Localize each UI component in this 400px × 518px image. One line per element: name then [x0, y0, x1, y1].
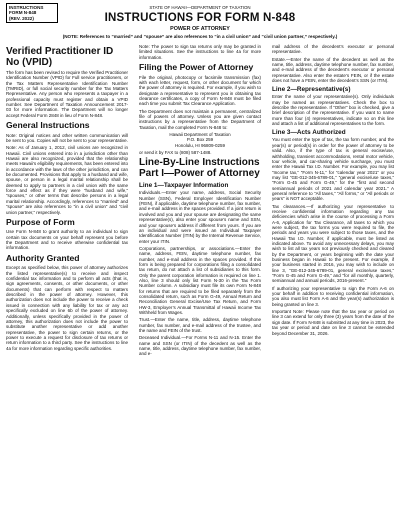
paragraph: You must enter the type of tax, the tax form number, and the year(s) or period(s) in order for the power of attorney to be valid. Also, if the type of tax is general excise/use, withholding, transient accommodations, rental motor vehicle, tour vehicle, and car-sharing vehicle surcharge, you must enter the Hawaii Tax I.D. Number. For example, you may list “Income tax,” “Form N-11,” for “calendar year 2021” or you may list “GE-012-345-6789-01,” “general excise/use taxes,” “Form G-45 and Form G-49,” for the “first and second semiannual periods of 2021 and calendar year 2021.” A general reference to “All taxes,” “All forms,” or “All periods or years” is NOT acceptable.	[272, 137, 394, 202]
subheading-line3: Line 3—Acts Authorized	[272, 129, 346, 137]
section-heading-line-by-line: Line-By-Line Instructions Part I—Power of Attorney	[139, 157, 260, 180]
paragraph: mail address of the decedent’s executor or personal representative.	[272, 44, 394, 55]
subheading-line1: Line 1—Taxpayer Information	[139, 182, 229, 190]
paragraph: The form has been revised to require the Verified Practitioner Identification Number (VPID) for Full service practitioners, or the Tax Matters Representative Identification Number (TMRID), or full social security number for the Tax Matters Representative. Any person who represents a taxpayer in a professional capacity must register and obtain a VPID number. See Department of Taxation Announcement 2017-03 for more information. The Department will no longer accept Federal Form 2848 in lieu of Form N-848.	[6, 70, 128, 118]
form-id-line: FORM N-848	[9, 10, 37, 16]
section-heading-purpose: Purpose of Form	[6, 216, 75, 227]
paragraph: Except as specified below, this power of attorney authorizes the listed representative(s) to receive and inspect confidential tax information and to perform all acts (that is, sign agreements, consents, or other documents, or other documents) that can perform with respect to matters described in the power of attorney. However, this authorization does not include the power to receive a check issued in connection with any liability for tax or any act specifically excluded on line 6b of the power of attorney. Additionally, unless specifically provided in the power of attorney, this authorization does not include the power to substitute another representative or add another representative, the power to sign certain returns, or the power to execute a request for disclosure of tax returns or return information to a third party. See the instructions to line 4a for more information regarding specific authorities.	[6, 265, 128, 351]
paragraph: The Department does not maintain a permanent, centralized file of powers of attorney. Unless you are given contact instructions by a representative from the Department of Taxation, mail the completed Form N-848 to:	[139, 108, 261, 130]
paragraph: Estate.—Enter the name of the decedent as well as the name, title, address, daytime telephone number, fax number, and e-mail address of the decedent’s executor or personal representative. Also enter the estate’s FEIN, or if the estate does not have a FEIN, enter the decedent’s SSN (or ITIN).	[272, 56, 394, 84]
column-right	[272, 44, 394, 514]
form-id-line: INSTRUCTIONS	[9, 5, 44, 10]
paragraph: If authorizing your representative to sign the Form A-6 on your behalf in addition to receiving confidential information, you also must list Form A-6 and the year(s) authorization is being granted on line 3.	[272, 285, 394, 307]
section-heading-authority: Authority Granted	[6, 252, 80, 263]
column-left	[6, 44, 128, 514]
paragraph: Deceased Individual.—For Forms N-11 and N-15. Enter the name and SSN (or ITIN) of the decedent as well as the name, title, address, daytime telephone number, fax number, and e-	[139, 335, 261, 357]
paragraph: or send it by FAX to (808) 587-1488.	[139, 150, 212, 156]
department-name: STATE OF HAWAII—DEPARTMENT OF TAXATION	[149, 5, 251, 10]
paragraph: Important Note: Please note that the tax year or period on line 3 can extend for only three (3) years from the date of the sign date. If Form N-848 is submitted at any time in 2023, the tax year or period and date on line 3 cannot be extended beyond December 31, 2026.	[272, 309, 394, 336]
paragraph: File the original, photocopy or facsimile transmission (fax) with each letter, request, form, or other document for which the power of attorney is required. For example, if you wish to designate a representative to represent you in obtaining tax clearance certificates, a copy of Form N-848 must be filed each time you submit Tax Clearance Application.	[139, 74, 261, 107]
paragraph: Use Form N-848 to grant authority to an individual to sign certain tax documents on your behalf represent you before the Department and to receive otherwise confidential tax information.	[6, 229, 128, 251]
section-heading-general: General Instructions	[6, 120, 90, 131]
paragraph: Note: Original notices and other written communication will be sent to you. Copies will not be sent to your representative.	[6, 132, 128, 144]
paragraph: Corporations, partnerships, or associations.—Enter the name, address, FEIN, daytime telephone number, fax number, and e-mail address in the spaces provided. If this form is being prepared for corporations filing a consolidated tax return, do not attach a list of subsidiaries to this form. Only the parent corporation information is required on line 1. Also, line 3 should only list Form N-30 in the Tax Form Number column. A subsidiary must file its own Form N-848 for returns that are required to be filed separately from the consolidated return, such as Form G-49, Annual Return and Reconciliation General Excise/Use Tax Return, and Form HW-3, Employer’s Annual Transmittal of Hawaii Income Tax Withheld from Wages.	[139, 245, 261, 315]
paragraph: Tax clearances.—If authorizing your representative to receive confidential information regarding any tax deficiencies which arise in the course of processing a Form A-6, Application for Tax Clearance, all taxes to which you were subject, the tax forms you were required to file, the periods and years you were subject to those taxes, and the Hawaii Tax I.D. Number, if applicable, must be listed as indicated above. To avoid any unnecessary delays, you may wish to list all tax years not previously checked and cleared by the Department, or years beginning with the date your business began in Hawaii to the present. For example, if your business started in 2016, you may wish to include on line 3, “GE-012-345-6789-01, general excise/use taxes,” “Form G-45 and Form G-49,” and “for all monthly, quarterly, semiannual and annual periods, 2016-present.”	[272, 203, 394, 284]
paragraph: Note: The power to sign tax returns only may be granted in limited situations. See the instructions to line 4a for more information.	[139, 44, 261, 60]
column-middle	[139, 44, 261, 514]
paragraph: Note: As of January 1, 2012, civil unions are recognized in Hawaii. Civil unions entered into in a jurisdiction other than Hawaii are also recognized, provided that the relationship meets Hawaii’s eligibility requirements, has been entered into in accordance with the laws of the other jurisdiction, and can be documented. Provisions that apply to a husband and wife, spouse, or person in a legal marital relationship shall be deemed to apply to partners in a civil union with the same force and effect as if they were “husband and wife,” “spouses,” or other terms that describe persons in a legal marital relationship. Accordingly, references to “married” and “spouse” are also references to “in a civil union” and “civil union partner,” respectively.	[6, 145, 128, 215]
header-note: (NOTE: References to “married” and “spouse” are also references to “in a civil union” and “civil union partner,” respectively.)	[62, 34, 338, 39]
page-subtitle: POWER OF ATTORNEY	[170, 26, 230, 32]
paragraph: Trust.—Enter the name, title, address, daytime telephone number, fax number, and e-mail address of the trustee, and the name and FEIN of the trust.	[139, 317, 261, 334]
page-title: INSTRUCTIONS FOR FORM N-848	[104, 12, 296, 24]
form-id-line: (REV. 2022)	[9, 15, 34, 21]
address-line: Hawaii Department of Taxation	[169, 132, 231, 138]
section-heading-filing: Filing the Power of Attorney	[139, 62, 254, 73]
paragraph: Individuals.—Enter your name, address, Social Security Number (SSN), Federal Employer Identification Number (FEIN), if applicable, daytime telephone number, fax number, and e-mail address in the spaces provided. If a joint return is involved and you and your spouse are designating the same representative(s), also enter your spouse’s name and SSN, and your spouse’s address if different from yours. If you are an individual and were issued an Individual Taxpayer Identification Number (ITIN) by the Internal Revenue Service, enter your ITIN.	[139, 190, 261, 244]
document-body	[6, 44, 394, 514]
mailing-address	[139, 132, 261, 148]
address-line: Honolulu, HI 96809-0259	[174, 142, 226, 148]
paragraph: Enter the name of your representative(s). Only individuals may be named as representatives. Check the box to describe the representative. If “Other” box is checked, give a brief description of the representative. If you want to name more than four (4) representatives, indicate so on this line and attach a list of additional representatives to the form.	[272, 94, 394, 127]
subheading-line2: Line 2—Representative(s)	[272, 86, 351, 94]
address-line: P.O. Box 259	[186, 137, 214, 143]
section-heading-vpid: Verified Practitioner ID No (VPID)	[6, 46, 114, 68]
